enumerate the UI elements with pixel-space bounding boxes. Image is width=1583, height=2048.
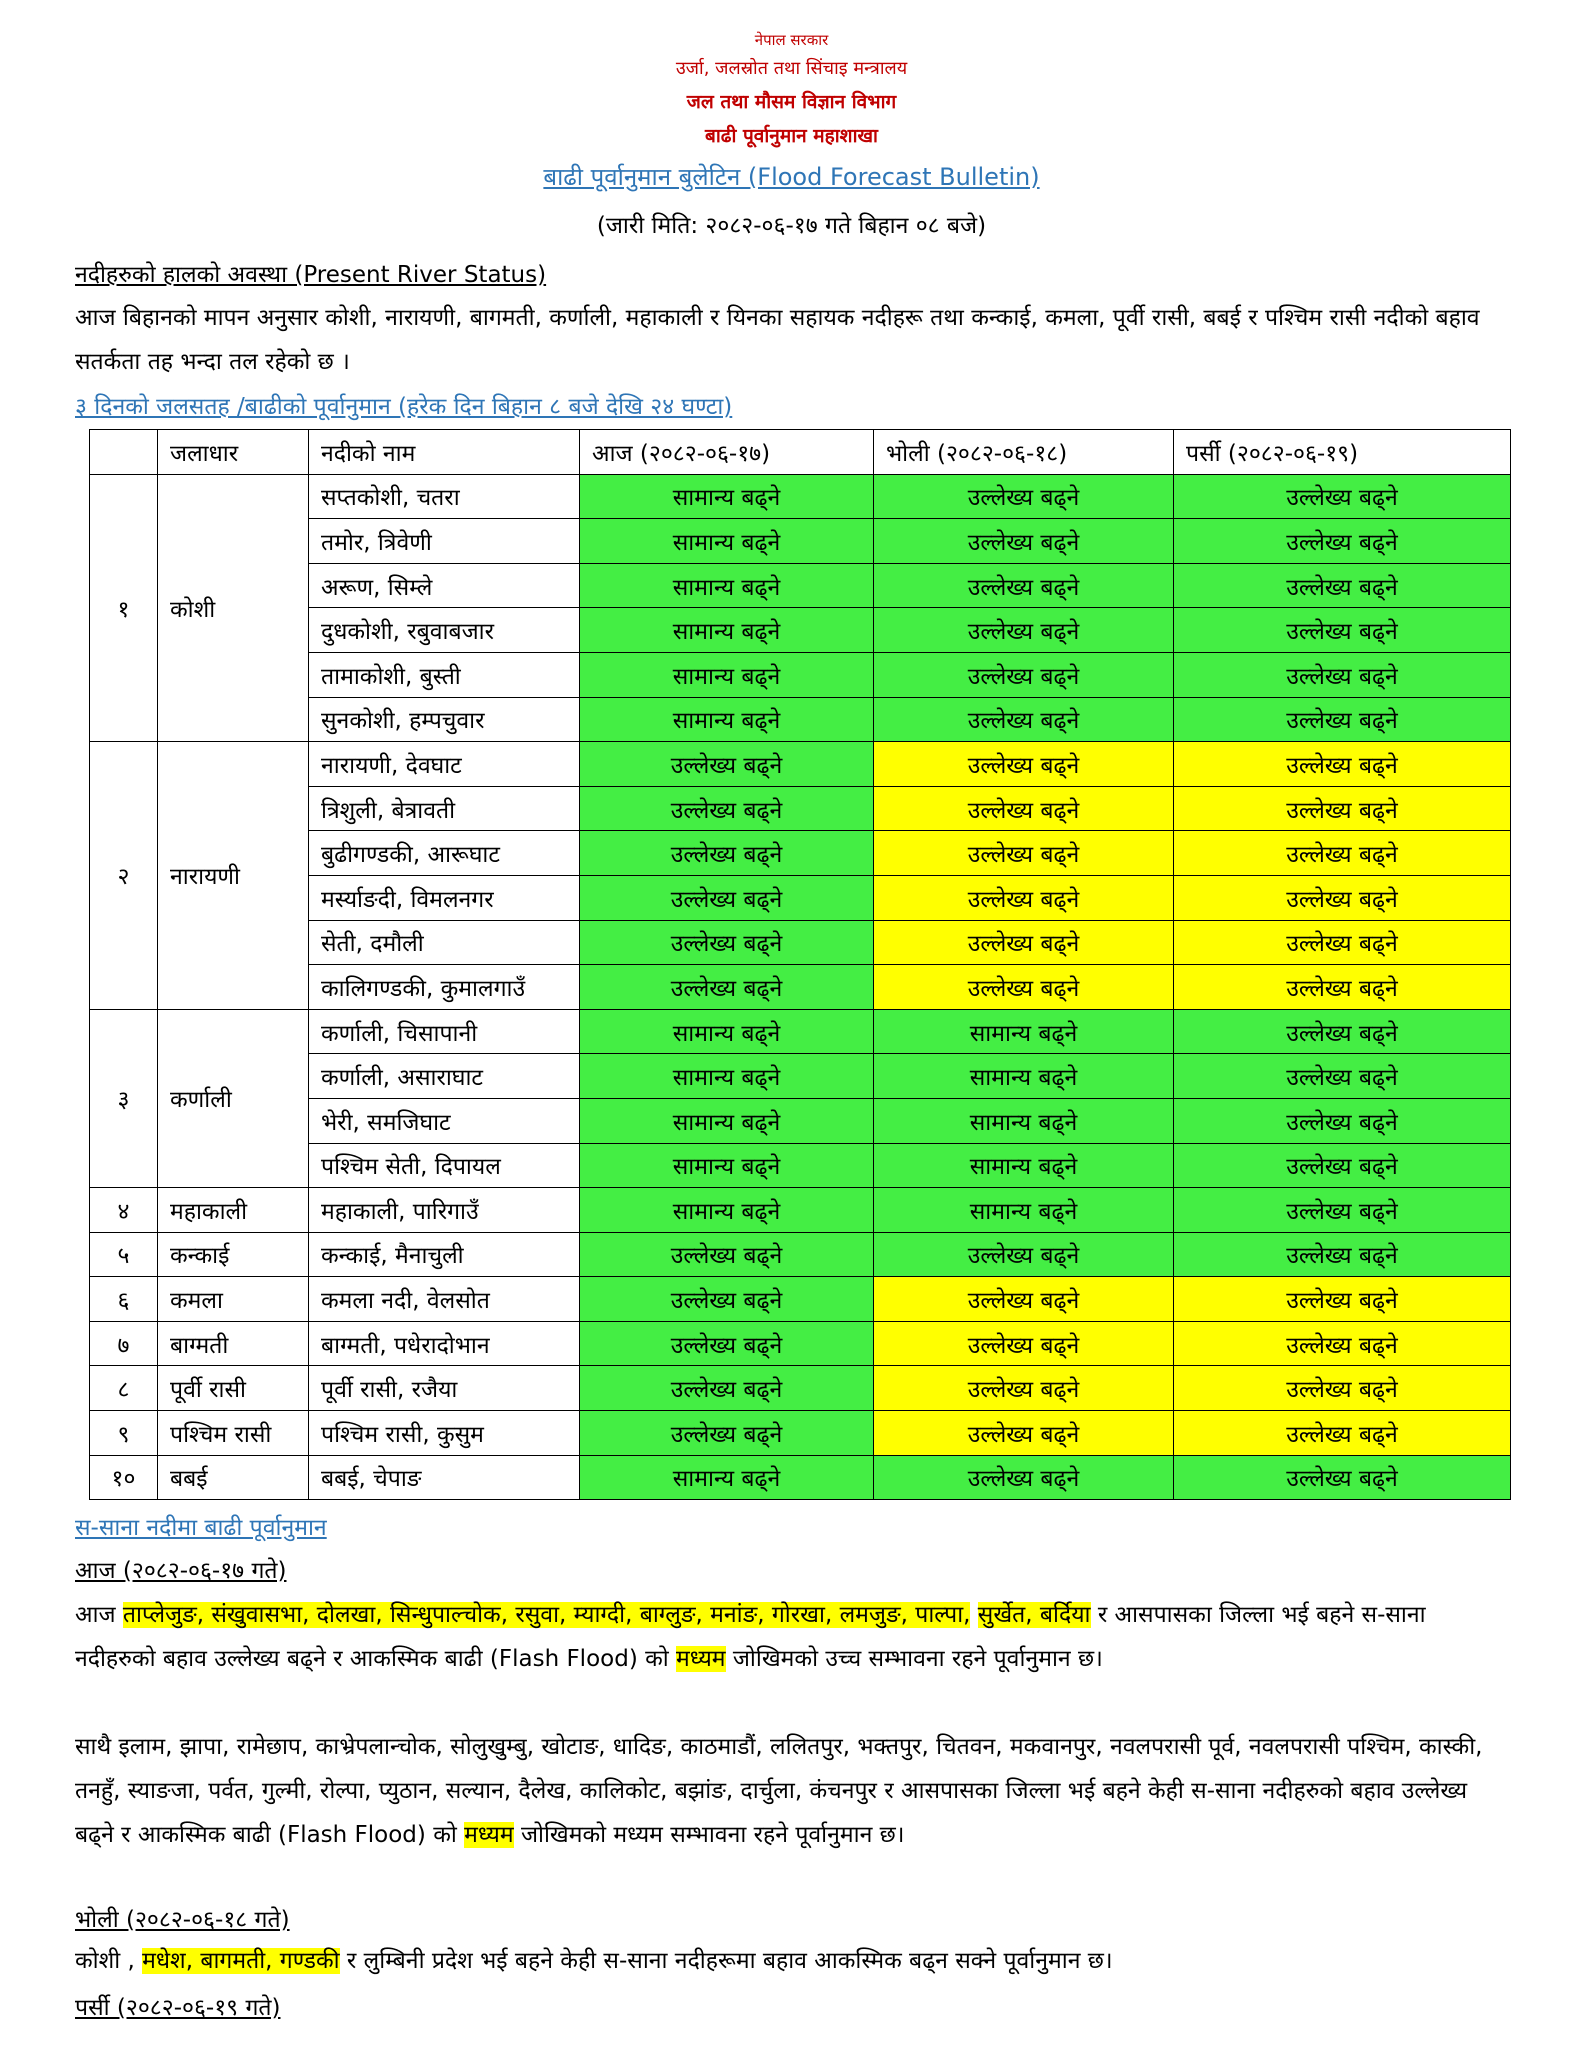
forecast-table-body (90, 430, 1511, 1500)
table-row (90, 1321, 1511, 1366)
forecast-cell-day-1: उल्लेख्य बढ्ने (580, 1277, 874, 1322)
today-p1-districts-2: सुर्खेत, बर्दिया (977, 1602, 1091, 1628)
river-station: पश्चिम रासी, कुसुम (309, 1411, 580, 1456)
river-station: पूर्वी रासी, रजैया (309, 1366, 580, 1411)
forecast-cell-day-2: उल्लेख्य बढ्ने (874, 1455, 1174, 1500)
table-row (90, 742, 1511, 787)
table-row (90, 1232, 1511, 1277)
forecast-cell-day-3: उल्लेख्य बढ्ने (1174, 1455, 1511, 1500)
river-station: बुढीगण्डकी, आरूघाट (309, 831, 580, 876)
forecast-cell-day-1: उल्लेख्य बढ्ने (580, 1321, 874, 1366)
forecast-cell-day-2: उल्लेख्य बढ्ने (874, 1277, 1174, 1322)
table-row (90, 1277, 1511, 1322)
river-station: कर्णाली, चिसापानी (309, 1009, 580, 1054)
river-station: बाग्मती, पधेरादोभान (309, 1321, 580, 1366)
tomorrow-post: र लुम्बिनी प्रदेश भई बहने केही स-साना नदीहरूमा बहाव आकस्मिक बढ्न सक्ने पूर्वानुमान छ। (346, 1948, 1113, 1974)
basin-name: बबई (158, 1455, 309, 1500)
river-station: त्रिशुली, बेत्रावती (309, 786, 580, 831)
river-station: मर्स्याङदी, विमलनगर (309, 875, 580, 920)
tomorrow-label: भोली (२०८२-०६-१८ गते) (75, 1907, 290, 1933)
forecast-cell-day-3: उल्लेख्य बढ्ने (1174, 1054, 1511, 1099)
bulletin-title (0, 160, 1583, 193)
river-station: तमोर, त्रिवेणी (309, 519, 580, 564)
river-station: कालिगण्डकी, कुमालगाउँ (309, 965, 580, 1010)
forecast-cell-day-2: सामान्य बढ्ने (874, 1143, 1174, 1188)
river-station: महाकाली, पारिगाउँ (309, 1188, 580, 1233)
forecast-cell-day-1: उल्लेख्य बढ्ने (580, 965, 874, 1010)
forecast-cell-day-2: उल्लेख्य बढ्ने (874, 652, 1174, 697)
forecast-cell-day-3: उल्लेख्य बढ्ने (1174, 1277, 1511, 1322)
forecast-heading: ३ दिनको जलसतह /बाढीको पूर्वानुमान (हरेक दिन बिहान ८ बजे देखि २४ घण्टा) (75, 394, 733, 420)
forecast-cell-day-1: उल्लेख्य बढ्ने (580, 831, 874, 876)
forecast-cell-day-2: उल्लेख्य बढ्ने (874, 965, 1174, 1010)
today-p1-post: जोखिमको उच्च सम्भावना रहने पूर्वानुमान छ। (732, 1646, 1103, 1672)
today-p2-risk: मध्यम (464, 1822, 514, 1848)
forecast-cell-day-1: उल्लेख्य बढ्ने (580, 1232, 874, 1277)
forecast-cell-day-3: उल्लेख्य बढ्ने (1174, 786, 1511, 831)
today-p1-districts: ताप्लेजुङ, संखुवासभा, दोलखा, सिन्धुपाल्चोक, रसुवा, म्याग्दी, बाग्लुङ, मनांङ, गोरखा, लमजुङ, पाल्पा, (122, 1602, 971, 1628)
forecast-cell-day-3: उल्लेख्य बढ्ने (1174, 608, 1511, 653)
table-row (90, 1411, 1511, 1456)
forecast-cell-day-3: उल्लेख्य बढ्ने (1174, 1188, 1511, 1233)
forecast-cell-day-3: उल्लेख्य बढ्ने (1174, 1143, 1511, 1188)
table-row (90, 1455, 1511, 1500)
forecast-cell-day-1: सामान्य बढ्ने (580, 608, 874, 653)
forecast-cell-day-2: उल्लेख्य बढ्ने (874, 697, 1174, 742)
forecast-cell-day-2: उल्लेख्य बढ्ने (874, 742, 1174, 787)
basin-name: बाग्मती (158, 1321, 309, 1366)
today-p1-risk: मध्यम (676, 1646, 726, 1672)
forecast-cell-day-3: उल्लेख्य बढ्ने (1174, 519, 1511, 564)
basin-name: कन्काई (158, 1232, 309, 1277)
today-paragraph-1 (75, 1593, 1505, 1681)
forecast-cell-day-2: उल्लेख्य बढ्ने (874, 474, 1174, 519)
basin-number: ८ (90, 1366, 158, 1411)
today-p1-mid: र आसपासका जिल्ला भई बहने स-साना नदीहरुको बहाव उल्लेख्य बढ्ने र आकस्मिक बाढी (Flash Flood) को (75, 1602, 1426, 1672)
river-station: तामाकोशी, बुस्ती (309, 652, 580, 697)
forecast-cell-day-1: उल्लेख्य बढ्ने (580, 786, 874, 831)
forecast-cell-day-2: उल्लेख्य बढ्ने (874, 1366, 1174, 1411)
basin-number: २ (90, 742, 158, 1010)
forecast-cell-day-3: उल्लेख्य बढ्ने (1174, 1321, 1511, 1366)
river-station: भेरी, समजिघाट (309, 1098, 580, 1143)
header-ministry: उर्जा, जलस्रोत तथा सिंचाइ मन्त्रालय (675, 58, 908, 79)
forecast-cell-day-1: सामान्य बढ्ने (580, 563, 874, 608)
today-p1-pre: आज (75, 1602, 116, 1628)
forecast-cell-day-2: सामान्य बढ्ने (874, 1188, 1174, 1233)
column-header: नदीको नाम (309, 430, 580, 475)
present-status-heading: नदीहरुको हालको अवस्था (Present River Status) (75, 262, 547, 288)
forecast-cell-day-1: सामान्य बढ्ने (580, 652, 874, 697)
forecast-cell-day-2: उल्लेख्य बढ्ने (874, 1411, 1174, 1456)
forecast-cell-day-3: उल्लेख्य बढ्ने (1174, 875, 1511, 920)
forecast-cell-day-2: उल्लेख्य बढ्ने (874, 786, 1174, 831)
tomorrow-pre: कोशी , (75, 1948, 135, 1974)
forecast-cell-day-3: उल्लेख्य बढ्ने (1174, 1411, 1511, 1456)
forecast-cell-day-2: उल्लेख्य बढ्ने (874, 1321, 1174, 1366)
table-header-row (90, 430, 1511, 475)
basin-name: पश्चिम रासी (158, 1411, 309, 1456)
basin-name: कोशी (158, 474, 309, 742)
river-station: सप्तकोशी, चतरा (309, 474, 580, 519)
basin-number: ९ (90, 1411, 158, 1456)
forecast-cell-day-1: सामान्य बढ्ने (580, 1143, 874, 1188)
column-header (90, 430, 158, 475)
river-station: कर्णाली, असाराघाट (309, 1054, 580, 1099)
river-station: सुनकोशी, हम्पचुवार (309, 697, 580, 742)
forecast-cell-day-1: उल्लेख्य बढ्ने (580, 875, 874, 920)
forecast-table (89, 429, 1511, 1500)
basin-number: ३ (90, 1009, 158, 1187)
forecast-cell-day-1: सामान्य बढ्ने (580, 1455, 874, 1500)
basin-number: ४ (90, 1188, 158, 1233)
forecast-cell-day-3: उल्लेख्य बढ्ने (1174, 652, 1511, 697)
forecast-cell-day-3: उल्लेख्य बढ्ने (1174, 920, 1511, 965)
forecast-cell-day-2: सामान्य बढ्ने (874, 1054, 1174, 1099)
header-department: जल तथा मौसम विज्ञान विभाग (686, 91, 897, 113)
forecast-cell-day-3: उल्लेख्य बढ्ने (1174, 831, 1511, 876)
basin-name: नारायणी (158, 742, 309, 1010)
forecast-cell-day-3: उल्लेख्य बढ्ने (1174, 563, 1511, 608)
table-row (90, 1366, 1511, 1411)
today-label: आज (२०८२-०६-१७ गते) (75, 1558, 287, 1584)
column-header: आज (२०८२-०६-१७) (580, 430, 874, 475)
forecast-cell-day-2: उल्लेख्य बढ्ने (874, 875, 1174, 920)
small-rivers-heading: स-साना नदीमा बाढी पूर्वानुमान (75, 1515, 327, 1541)
header-division: बाढी पूर्वानुमान महाशाखा (705, 125, 878, 147)
bulletin-title-text: बाढी पूर्वानुमान बुलेटिन (Flood Forecast Bulletin) (543, 163, 1040, 191)
forecast-cell-day-3: उल्लेख्य बढ्ने (1174, 1098, 1511, 1143)
forecast-cell-day-1: उल्लेख्य बढ्ने (580, 742, 874, 787)
river-station: नारायणी, देवघाट (309, 742, 580, 787)
tomorrow-provinces: मधेश, बागमती, गण्डकी (142, 1948, 340, 1974)
header-government: नेपाल सरकार (754, 31, 829, 49)
river-station: पश्चिम सेती, दिपायल (309, 1143, 580, 1188)
forecast-cell-day-2: सामान्य बढ्ने (874, 1009, 1174, 1054)
river-station: कमला नदी, वेलसोत (309, 1277, 580, 1322)
forecast-cell-day-2: सामान्य बढ्ने (874, 1098, 1174, 1143)
today-p2-pre: साथै इलाम, झापा, रामेछाप, काभ्रेपलान्चोक, सोलुखुम्बु, खोटाङ, धादिङ, काठमाडौं, ललितपुर, भक्तपुर, चितवन, मकवानपुर, नवलपरासी पूर्व, नवलपरासी पश्चिम, कास्की, तनहुँ, स्याङजा, पर्वत, गुल्मी, रोल्पा, प्युठान, सल्यान, दैलेख, कालिकोट, बझांङ, दार्चुला, कंचनपुर र आसपासका जिल्ला भई बहने केही स-साना नदीहरुको बहाव उल्लेख्य बढ्ने र आकस्मिक बाढी (Flash Flood) को (75, 1734, 1483, 1848)
column-header: जलाधार (158, 430, 309, 475)
river-station: बबई, चेपाङ (309, 1455, 580, 1500)
basin-name: कर्णाली (158, 1009, 309, 1187)
basin-number: ५ (90, 1232, 158, 1277)
tomorrow-paragraph (75, 1939, 1505, 1983)
forecast-cell-day-1: सामान्य बढ्ने (580, 1054, 874, 1099)
column-header: भोली (२०८२-०६-१८) (874, 430, 1174, 475)
forecast-cell-day-3: उल्लेख्य बढ्ने (1174, 1366, 1511, 1411)
basin-number: १ (90, 474, 158, 742)
forecast-cell-day-1: सामान्य बढ्ने (580, 1098, 874, 1143)
river-station: कन्काई, मैनाचुली (309, 1232, 580, 1277)
basin-name: पूर्वी रासी (158, 1366, 309, 1411)
forecast-cell-day-3: उल्लेख्य बढ्ने (1174, 474, 1511, 519)
forecast-cell-day-1: सामान्य बढ्ने (580, 1188, 874, 1233)
basin-number: ७ (90, 1321, 158, 1366)
forecast-cell-day-2: उल्लेख्य बढ्ने (874, 519, 1174, 564)
river-station: अरूण, सिम्ले (309, 563, 580, 608)
basin-number: १० (90, 1455, 158, 1500)
basin-number: ६ (90, 1277, 158, 1322)
table-row (90, 474, 1511, 519)
issue-date: (जारी मिति: २०८२-०६-१७ गते बिहान ०८ बजे) (596, 213, 987, 239)
today-p2-post: जोखिमको मध्यम सम्भावना रहने पूर्वानुमान छ। (520, 1822, 905, 1848)
day-after-label: पर्सी (२०८२-०६-१९ गते) (75, 1995, 281, 2021)
river-station: सेती, दमौली (309, 920, 580, 965)
forecast-cell-day-3: उल्लेख्य बढ्ने (1174, 1232, 1511, 1277)
forecast-cell-day-1: उल्लेख्य बढ्ने (580, 1411, 874, 1456)
column-header: पर्सी (२०८२-०६-१९) (1174, 430, 1511, 475)
present-status-text: आज बिहानको मापन अनुसार कोशी, नारायणी, बागमती, कर्णाली, महाकाली र यिनका सहायक नदीहरू तथा कन्काई, कमला, पूर्वी रासी, बबई र पश्चिम रासी नदीको बहाव सतर्कता तह भन्दा तल रहेको छ । (75, 305, 1480, 375)
basin-name: कमला (158, 1277, 309, 1322)
forecast-cell-day-3: उल्लेख्य बढ्ने (1174, 742, 1511, 787)
forecast-cell-day-3: उल्लेख्य बढ्ने (1174, 965, 1511, 1010)
forecast-cell-day-1: उल्लेख्य बढ्ने (580, 1366, 874, 1411)
forecast-cell-day-2: उल्लेख्य बढ्ने (874, 920, 1174, 965)
forecast-cell-day-3: उल्लेख्य बढ्ने (1174, 697, 1511, 742)
forecast-cell-day-3: उल्लेख्य बढ्ने (1174, 1009, 1511, 1054)
today-paragraph-2 (75, 1725, 1505, 1857)
forecast-cell-day-1: सामान्य बढ्ने (580, 697, 874, 742)
forecast-cell-day-2: उल्लेख्य बढ्ने (874, 1232, 1174, 1277)
forecast-cell-day-2: उल्लेख्य बढ्ने (874, 563, 1174, 608)
forecast-cell-day-1: उल्लेख्य बढ्ने (580, 920, 874, 965)
forecast-cell-day-2: उल्लेख्य बढ्ने (874, 831, 1174, 876)
forecast-cell-day-2: उल्लेख्य बढ्ने (874, 608, 1174, 653)
table-row (90, 1188, 1511, 1233)
basin-name: महाकाली (158, 1188, 309, 1233)
table-row (90, 1009, 1511, 1054)
forecast-cell-day-1: सामान्य बढ्ने (580, 519, 874, 564)
river-station: दुधकोशी, रबुवाबजार (309, 608, 580, 653)
forecast-cell-day-1: सामान्य बढ्ने (580, 474, 874, 519)
forecast-cell-day-1: सामान्य बढ्ने (580, 1009, 874, 1054)
